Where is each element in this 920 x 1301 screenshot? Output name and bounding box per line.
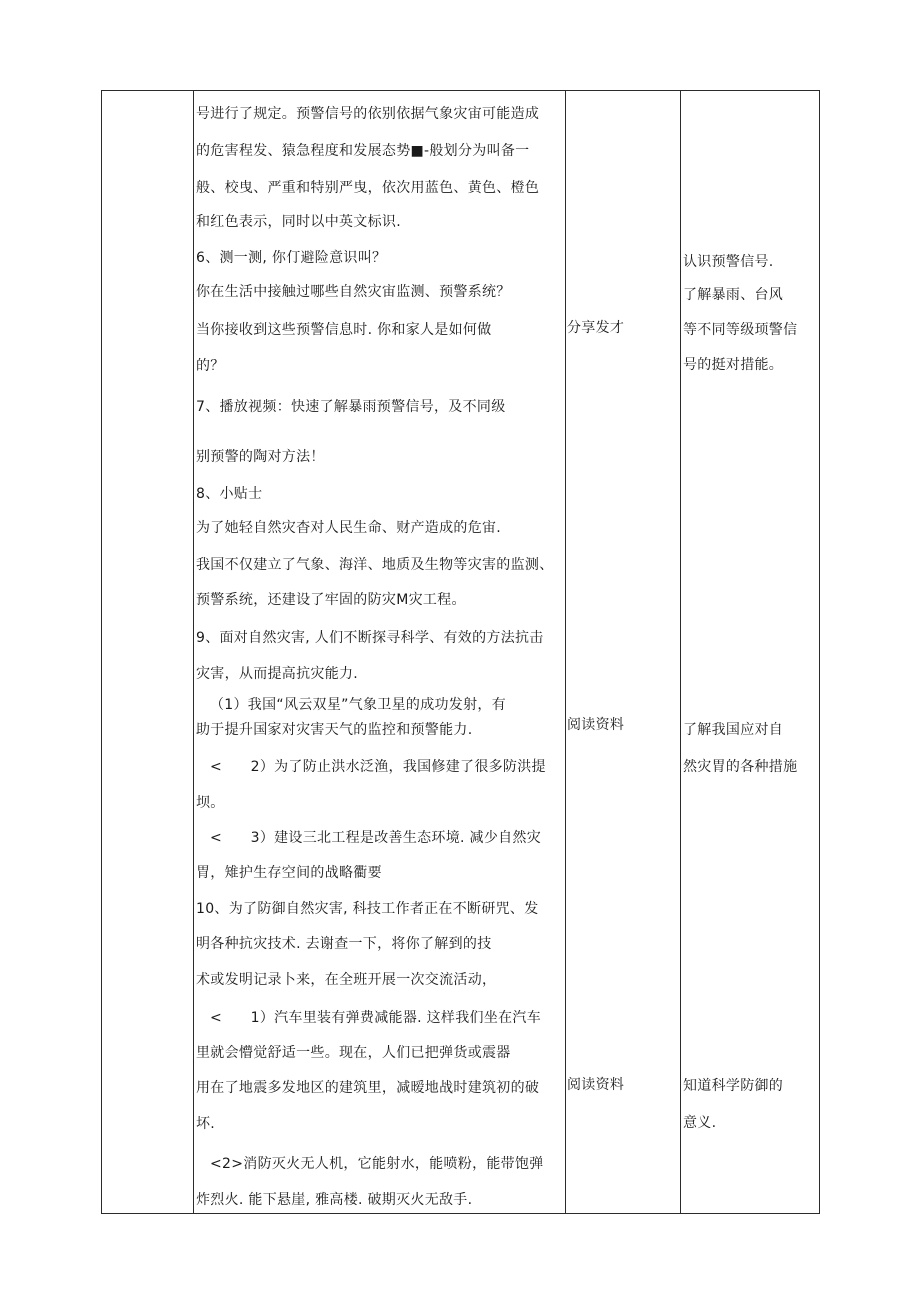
content-line: <2>消防灭火无人机，它能射水，能喷粉，能带饱弹 [210,1156,544,1172]
content-line: < 2）为了防止洪水泛渔，我国修建了很多防洪提 [210,759,546,775]
content-line: < 3）建设三北工程是改善生态环境. 减少自然灾 [210,830,542,846]
content-line: 6、测一测, 你仃避险意识叫？ [196,250,387,266]
goal-line: 认识预警信号. [683,254,774,270]
content-line: 明各种抗灾技术. 去谢查一下，将你了解到的技 [196,936,492,952]
content-line: 我国不仅建立了气象、海洋、地质及生物等灾害的监测、 [196,557,554,573]
content-line: （1）我国“风云双星”气象卫星的成功发射，有 [210,697,507,713]
content-line: 号进行了规定。预警信号的依别依据气象灾宙可能造成 [196,106,540,122]
content-line: 预警系统，还建设了牢固的防灾M灾工程。 [196,592,466,608]
table-border-top [101,90,820,91]
content-line: 的危害程发、猿急程度和发展态势■-般划分为叫备一 [196,143,530,159]
content-line: 的？ [196,358,225,374]
content-line: 胃，雉护生存空间的战略衢要 [196,865,382,881]
goal-line: 知道科学防御的 [683,1078,784,1094]
goal-line: 号的挺对措能。 [683,357,784,373]
content-line: 别预警的陶对方法！ [196,449,325,465]
content-line: 术或发明记录卜来，在全班开展一次交流活动， [196,972,497,988]
content-line: 般、校曳、严重和特别严曳，依次用蓝色、黄色、橙色 [196,180,540,196]
content-line: < 1）汽车里装有弹费减能器. 这样我们坐在汽车 [210,1010,542,1026]
content-line: 坏. [196,1116,216,1132]
content-line: 助于提升国家对灾害天气的监控和预警能力. [196,722,473,738]
content-line: 7、播放视频：快速了解暴雨预警信号，及不同级 [196,399,506,415]
content-line: 你在生活中接触过哪些自然灾宙监测、预警系统？ [196,284,511,300]
content-line: 为了她轻自然灾杳对人民生命、财产造成的危宙. [196,520,502,536]
table-border-left [101,90,102,1214]
content-line: 坝。 [196,795,225,811]
content-line: 9、面对自然灾害, 人们不断探寻科学、有效的方法抗击 [196,630,544,646]
table-divider-2 [565,90,566,1214]
activity-label: 阅读资料 [567,1077,625,1093]
activity-label: 阅读资料 [567,717,625,733]
content-line: 炸烈火. 能下悬崖, 雅高楼. 破期灭火无敌手. [196,1192,473,1208]
table-border-bottom [101,1213,820,1214]
content-line: 里就会懵觉舒适一些。现在，人们已把弹货或震器 [196,1045,511,1061]
table-border-right [819,90,820,1214]
content-line: 8、小贴士 [196,486,263,502]
table-divider-1 [193,90,194,1214]
goal-line: 然灾胃的各种措施 [683,759,798,775]
table-divider-3 [680,90,681,1214]
content-line: 灾害，从而提高抗灾能力. [196,666,359,682]
content-line: 10、为了防御自然灾害, 科技工作者正在不断研咒、发 [196,901,539,917]
goal-line: 了解暴雨、台风 [683,287,784,303]
activity-label: 分享发才 [567,320,625,336]
goal-line: 了解我国应对自 [683,722,784,738]
content-line: 和红色表示，同时以中英文标识. [196,214,401,230]
goal-line: 意义. [683,1115,717,1131]
content-line: 当你接收到这些预警信息时. 你和家人是如何做 [196,322,492,338]
goal-line: 等不同等级顼警信 [683,322,798,338]
content-line: 用在了地震多发地区的建筑里，减暧地战时建筑初的破 [196,1080,540,1096]
